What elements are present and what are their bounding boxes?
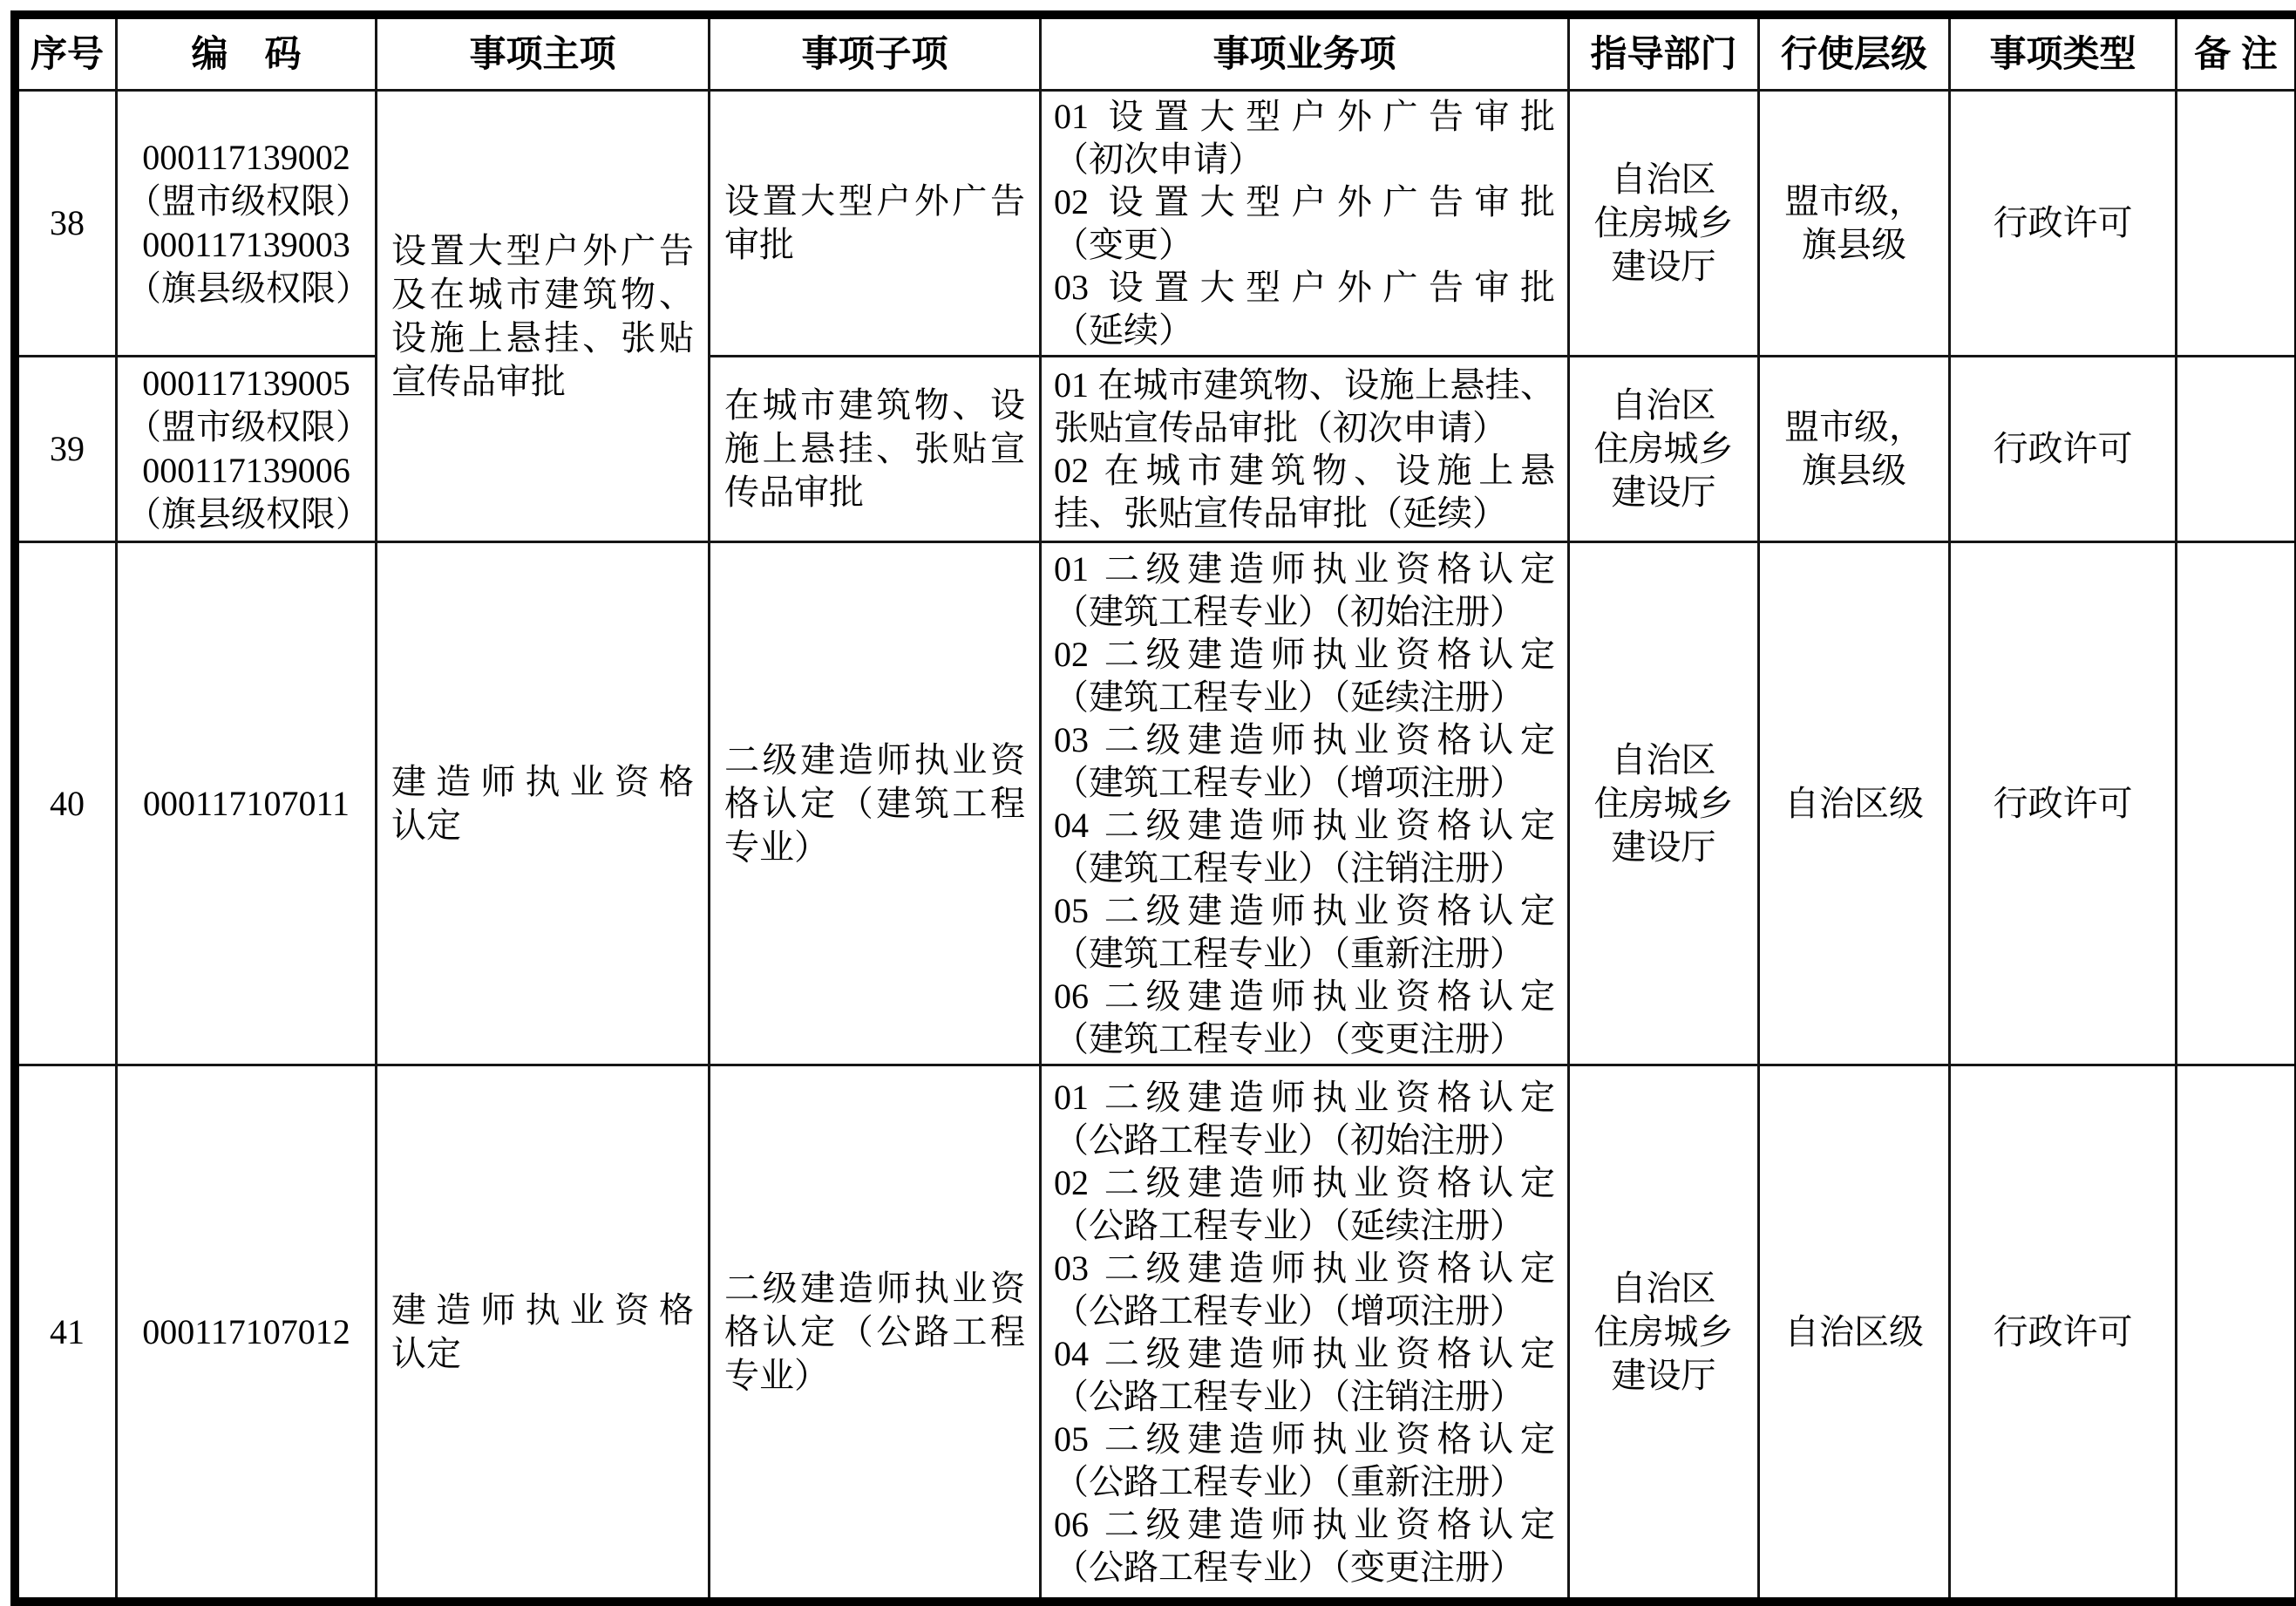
text-line: 旗县级: [1802, 451, 1906, 490]
text-line: （建筑工程专业）（变更注册）: [1054, 1018, 1525, 1058]
table-body: [19, 92, 2294, 1597]
cell-39-sub-item: [710, 357, 1042, 543]
header-row: [19, 19, 2294, 92]
cell-39-exercise-level: [1760, 357, 1951, 543]
cell-38-remarks: [2177, 92, 2294, 357]
text-line: （建筑工程专业）（延续注册）: [1054, 677, 1525, 717]
cell-41-seq: [19, 1066, 118, 1597]
text-line: 03 设置大型户外广告审批: [1054, 268, 1555, 307]
text-line: 02 二级建造师执业资格认定: [1054, 1162, 1555, 1202]
cell-39-business-items: [1042, 357, 1570, 543]
cell-38-guiding-department: [1570, 92, 1760, 357]
cell-40-remarks: [2177, 543, 2294, 1066]
table-row-41: [19, 1066, 2294, 1597]
cell-39-remarks: [2177, 357, 2294, 543]
text-line: 审批: [724, 225, 794, 264]
text-line: （旗县级权限）: [126, 494, 370, 534]
text-line: 住房城乡: [1593, 429, 1734, 468]
text-line: 张贴宣传品审批（初次申请）: [1054, 408, 1507, 447]
text-line: （盟市级权限）: [126, 407, 370, 446]
column-header-code: 编 码: [118, 19, 377, 92]
text-line: （建筑工程专业）（注销注册）: [1054, 847, 1525, 888]
text-line: 41: [50, 1311, 85, 1351]
text-line: 39: [50, 429, 85, 468]
text-line: 格认定（建筑工程: [724, 783, 1025, 823]
text-line: 施上悬挂、张贴宣: [724, 429, 1025, 468]
cell-40-guiding-department: [1570, 543, 1760, 1066]
text-line: 建造师执业资格: [391, 1290, 694, 1330]
cell-40-code: [118, 543, 377, 1066]
text-line: 000117107011: [142, 783, 350, 823]
column-header-remarks: 备 注: [2177, 19, 2294, 92]
table-row-38: [19, 92, 2294, 357]
column-header-seq: 序号: [19, 19, 118, 92]
text-line: 认定: [391, 805, 461, 845]
text-line: 行政许可: [1993, 1311, 2133, 1351]
text-line: 01 二级建造师执业资格认定: [1054, 548, 1555, 589]
column-header-sub_item: 事项子项: [710, 19, 1042, 92]
text-line: 05 二级建造师执业资格认定: [1054, 890, 1555, 930]
table-row-40: [19, 543, 2294, 1066]
text-line: 自治区: [1611, 739, 1716, 779]
cell-40-seq: [19, 543, 118, 1066]
table-row-39: [19, 357, 2294, 543]
text-line: （变更）: [1054, 225, 1193, 264]
text-line: 二级建造师执业资: [724, 1268, 1025, 1308]
column-header-item_type: 事项类型: [1951, 19, 2177, 92]
text-line: 05 二级建造师执业资格认定: [1054, 1419, 1555, 1459]
text-line: 000117139003: [142, 225, 350, 264]
cell-38-main-item: [377, 92, 710, 543]
text-line: （公路工程专业）（增项注册）: [1054, 1290, 1525, 1330]
administrative-items-table: [10, 10, 2296, 1606]
cell-38-seq: [19, 92, 118, 357]
cell-38-exercise-level: [1760, 92, 1951, 357]
cell-41-exercise-level: [1760, 1066, 1951, 1597]
text-line: 建设厅: [1611, 1355, 1716, 1395]
text-line: 行政许可: [1993, 203, 2133, 242]
cell-38-business-items: [1042, 92, 1570, 357]
text-line: 02 设置大型户外广告审批: [1054, 182, 1555, 221]
cell-39-item-type: [1951, 357, 2177, 543]
cell-40-exercise-level: [1760, 543, 1951, 1066]
text-line: 建设厅: [1611, 827, 1716, 867]
text-line: 行政许可: [1993, 429, 2133, 468]
text-line: 建造师执业资格: [391, 761, 694, 801]
text-line: 自治区: [1611, 1268, 1716, 1308]
text-line: （延续）: [1054, 310, 1193, 350]
cell-41-sub-item: [710, 1066, 1042, 1597]
text-line: 盟市级，: [1784, 181, 1924, 221]
text-line: 宣传品审批: [391, 361, 566, 401]
text-line: （建筑工程专业）（初始注册）: [1054, 591, 1525, 631]
text-line: 在城市建筑物、设: [724, 385, 1025, 425]
cell-41-guiding-department: [1570, 1066, 1760, 1597]
text-line: （建筑工程专业）（重新注册）: [1054, 933, 1525, 973]
text-line: 自治区级: [1784, 1311, 1924, 1351]
text-line: 自治区级: [1784, 783, 1924, 823]
text-line: 自治区: [1611, 160, 1716, 199]
text-line: 专业）: [724, 827, 829, 867]
text-line: （建筑工程专业）（增项注册）: [1054, 762, 1525, 802]
cell-41-main-item: [377, 1066, 710, 1597]
text-line: 000117139006: [142, 451, 350, 490]
text-line: （初次申请）: [1054, 140, 1263, 179]
cell-39-code: [118, 357, 377, 543]
text-line: 建设厅: [1611, 473, 1716, 512]
text-line: （公路工程专业）（变更注册）: [1054, 1547, 1525, 1587]
text-line: 设置大型户外广告: [724, 181, 1025, 221]
text-line: 二级建造师执业资: [724, 739, 1025, 779]
cell-39-seq: [19, 357, 118, 543]
text-line: 行政许可: [1993, 783, 2133, 823]
text-line: 01 在城市建筑物、设施上悬挂、: [1054, 365, 1555, 405]
text-line: （旗县级权限）: [126, 269, 370, 308]
cell-39-guiding-department: [1570, 357, 1760, 543]
cell-38-code: [118, 92, 377, 357]
text-line: 06 二级建造师执业资格认定: [1054, 1504, 1555, 1544]
text-line: 01 二级建造师执业资格认定: [1054, 1077, 1555, 1117]
text-line: 住房城乡: [1593, 203, 1734, 242]
text-line: 住房城乡: [1593, 1311, 1734, 1351]
text-line: 38: [50, 203, 85, 242]
text-line: 设施上悬挂、张贴: [391, 317, 694, 357]
cell-40-item-type: [1951, 543, 2177, 1066]
text-line: 000117139005: [142, 364, 350, 403]
cell-41-remarks: [2177, 1066, 2294, 1597]
text-line: 旗县级: [1802, 225, 1906, 264]
text-line: （公路工程专业）（重新注册）: [1054, 1461, 1525, 1501]
table-header: [19, 19, 2294, 92]
text-line: 02 二级建造师执业资格认定: [1054, 634, 1555, 674]
text-line: 06 二级建造师执业资格认定: [1054, 976, 1555, 1016]
text-line: （公路工程专业）（延续注册）: [1054, 1205, 1525, 1245]
text-line: 设置大型户外广告: [391, 230, 694, 270]
text-line: 传品审批: [724, 473, 864, 512]
text-line: 03 二级建造师执业资格认定: [1054, 719, 1555, 759]
column-header-guiding_department: 指导部门: [1570, 19, 1760, 92]
text-line: 认定: [391, 1333, 461, 1373]
column-header-main_item: 事项主项: [377, 19, 710, 92]
text-line: 02 在城市建筑物、设施上悬: [1054, 451, 1555, 490]
text-line: 盟市级，: [1784, 407, 1924, 446]
text-line: 建设厅: [1611, 247, 1716, 286]
cell-41-business-items: [1042, 1066, 1570, 1597]
text-line: 01 设置大型户外广告审批: [1054, 97, 1555, 136]
text-line: （盟市级权限）: [126, 181, 370, 221]
text-line: 000117107012: [142, 1311, 350, 1351]
text-line: 04 二级建造师执业资格认定: [1054, 805, 1555, 845]
cell-41-item-type: [1951, 1066, 2177, 1597]
column-header-business_items: 事项业务项: [1042, 19, 1570, 92]
cell-40-main-item: [377, 543, 710, 1066]
text-line: 挂、张贴宣传品审批（延续）: [1054, 493, 1507, 533]
text-line: 000117139002: [142, 138, 350, 177]
text-line: （公路工程专业）（初始注册）: [1054, 1119, 1525, 1160]
cell-38-sub-item: [710, 92, 1042, 357]
cell-40-sub-item: [710, 543, 1042, 1066]
text-line: 专业）: [724, 1355, 829, 1395]
column-header-exercise_level: 行使层级: [1760, 19, 1951, 92]
text-line: 04 二级建造师执业资格认定: [1054, 1333, 1555, 1373]
text-line: 住房城乡: [1593, 783, 1734, 823]
cell-41-code: [118, 1066, 377, 1597]
text-line: 及在城市建筑物、: [391, 274, 694, 314]
text-line: （公路工程专业）（注销注册）: [1054, 1376, 1525, 1416]
text-line: 格认定（公路工程: [724, 1311, 1025, 1351]
text-line: 40: [50, 783, 85, 823]
cell-40-business-items: [1042, 543, 1570, 1066]
text-line: 03 二级建造师执业资格认定: [1054, 1248, 1555, 1288]
text-line: 自治区: [1611, 385, 1716, 425]
cell-38-item-type: [1951, 92, 2177, 357]
